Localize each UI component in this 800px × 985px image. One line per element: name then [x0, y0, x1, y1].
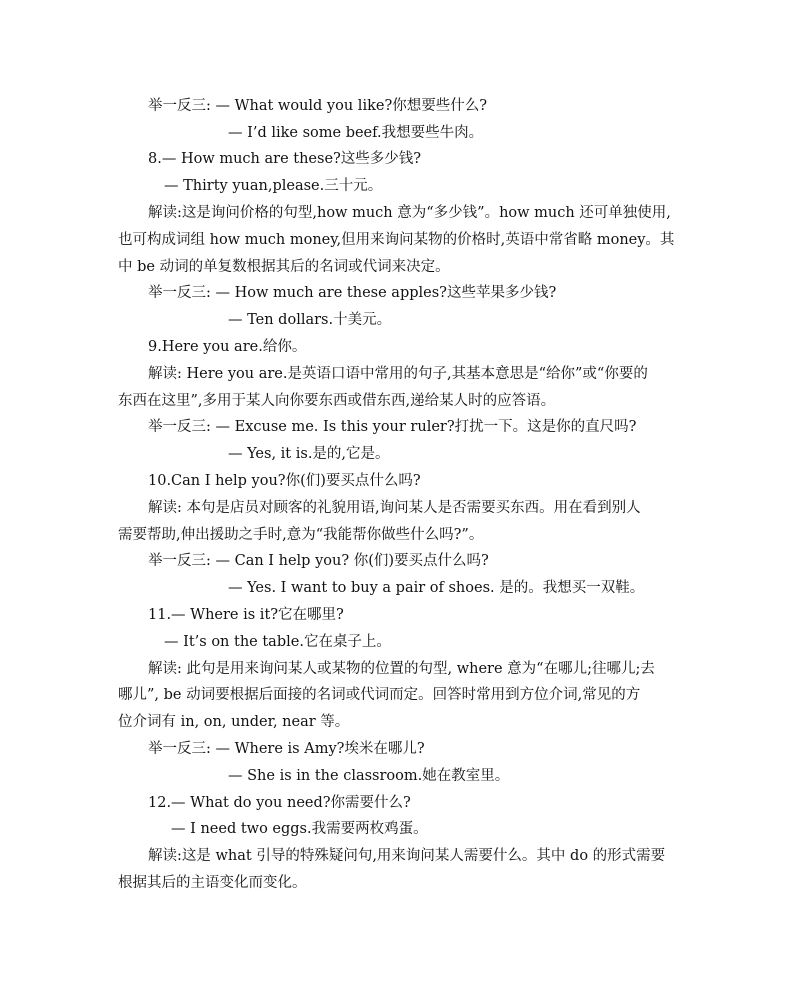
text-line: 根据其后的主语变化而变化。: [118, 875, 307, 891]
text-line: 解读: 本句是店员对顾客的礼貌用语,询问某人是否需要买东西。用在看到别人: [148, 500, 641, 516]
text-line: — It’s on the table.它在桌子上。: [164, 634, 391, 650]
text-line: — I’d like some beef.我想要些牛肉。: [228, 125, 484, 141]
text-line: 11.— Where is it?它在哪里?: [148, 607, 344, 623]
text-line: — Ten dollars.十美元。: [228, 312, 392, 328]
text-line: — Thirty yuan,please.三十元。: [164, 178, 383, 194]
text-line: 位介词有 in, on, under, near 等。: [118, 714, 350, 730]
text-line: 解读: 此句是用来询问某人或某物的位置的句型, where 意为“在哪儿;往哪儿;去: [148, 661, 655, 677]
text-line: 解读:这是询问价格的句型,how much 意为“多少钱”。how much 还可单独使用,: [148, 205, 671, 221]
text-line: 需要帮助,伸出援助之手时,意为“我能帮你做些什么吗?”。: [118, 527, 484, 543]
text-line: 也可构成词组 how much money,但用来询问某物的价格时,英语中常省略 money。其: [118, 232, 675, 248]
text-line: 解读: Here you are.是英语口语中常用的句子,其基本意思是“给你”或“你要的: [148, 366, 648, 382]
text-line: 哪儿”, be 动词要根据后面接的名词或代词而定。回答时常用到方位介词,常见的方: [118, 687, 641, 703]
text-line: 举一反三: — Excuse me. Is this your ruler?打扰一下。这是你的直尺吗?: [148, 419, 637, 435]
text-line: 举一反三: — What would you like?你想要些什么?: [148, 98, 487, 114]
text-line: — I need two eggs.我需要两枚鸡蛋。: [171, 821, 428, 837]
text-line: 举一反三: — How much are these apples?这些苹果多少钱?: [148, 285, 557, 301]
text-line: 12.— What do you need?你需要什么?: [148, 795, 411, 811]
text-line: 8.— How much are these?这些多少钱?: [148, 151, 422, 167]
text-line: 举一反三: — Can I help you? 你(们)要买点什么吗?: [148, 553, 489, 569]
text-line: 中 be 动词的单复数根据其后的名词或代词来决定。: [118, 259, 450, 275]
text-line: — Yes, it is.是的,它是。: [228, 446, 390, 462]
text-line: 解读:这是 what 引导的特殊疑问句,用来询问某人需要什么。其中 do 的形式需要: [148, 848, 666, 864]
text-line: — She is in the classroom.她在教室里。: [228, 768, 510, 784]
text-line: 东西在这里”,多用于某人向你要东西或借东西,递给某人时的应答语。: [118, 393, 556, 409]
text-line: 10.Can I help you?你(们)要买点什么吗?: [148, 473, 421, 489]
text-line: — Yes. I want to buy a pair of shoes. 是的。我想买一双鞋。: [228, 580, 645, 596]
text-line: 举一反三: — Where is Amy?埃米在哪儿?: [148, 741, 425, 757]
text-line: 9.Here you are.给你。: [148, 339, 307, 355]
